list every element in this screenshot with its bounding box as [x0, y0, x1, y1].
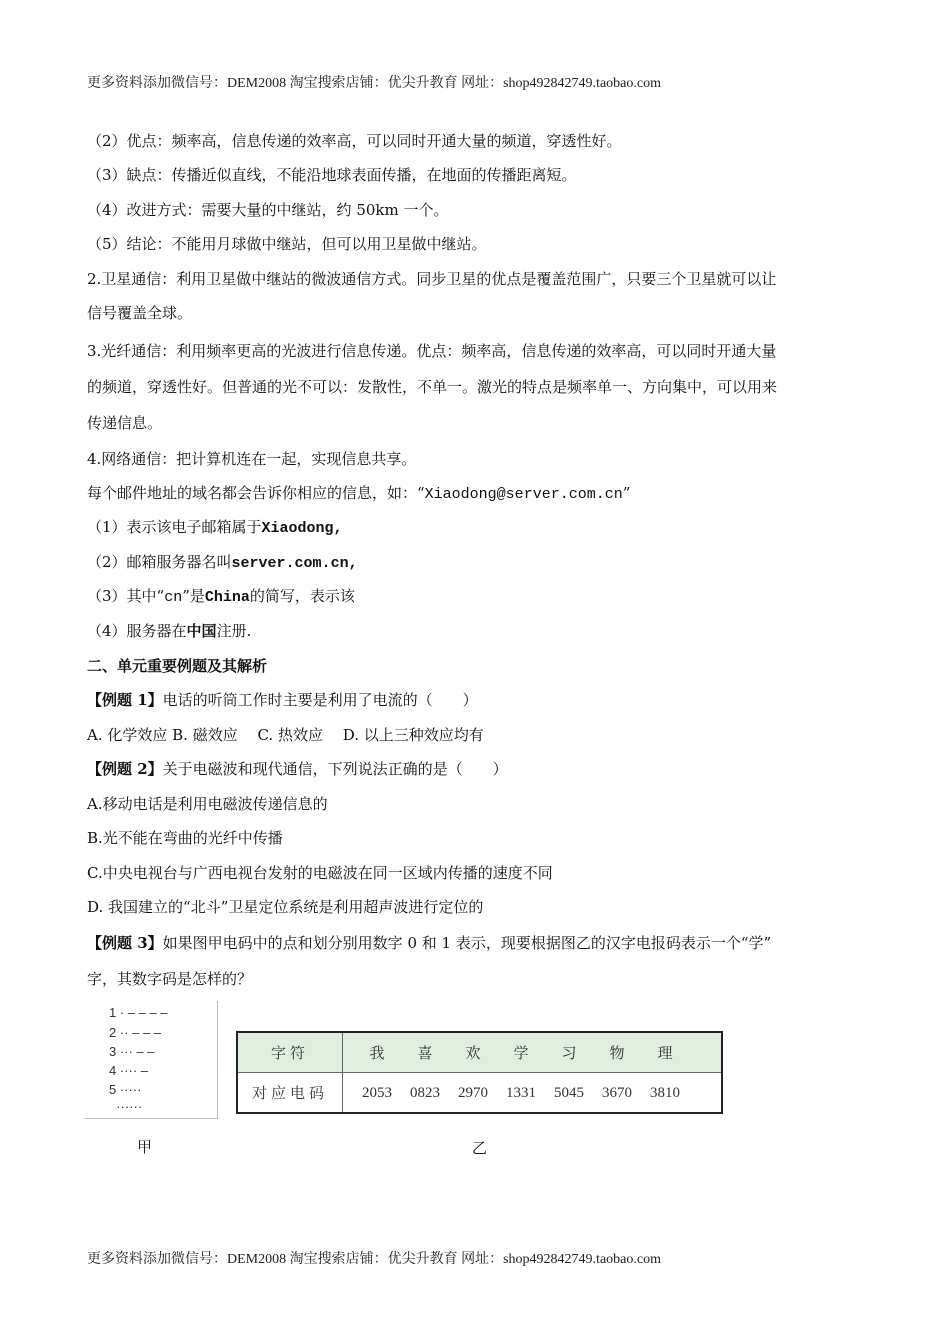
email-point-1 [87, 516, 343, 537]
paragraph-fiber-1: 3.光纤通信：利用频率更高的光波进行信息传递。优点：频率高，信息传递的效率高，可以同时开通大量 [87, 342, 777, 360]
question-2-text: 关于电磁波和现代通信，下列说法正确的是（ ） [162, 760, 508, 778]
code-cell: 2970 [458, 1084, 488, 1101]
email-intro-text: 每个邮件地址的域名都会告诉你相应的信息，如：“ [87, 484, 425, 502]
morse-row-5: 5 ····· [109, 1082, 142, 1097]
morse-row-2: 2 ·· – – – [109, 1025, 162, 1040]
morse-code-figure [85, 1001, 218, 1119]
email-point-2-text: （2）邮箱服务器名叫 [87, 553, 232, 571]
question-2-option-b: B.光不能在弯曲的光纤中传播 [87, 829, 283, 847]
code-cell: 0823 [410, 1084, 440, 1101]
char-cell: 欢 [465, 1046, 481, 1062]
char-cell: 喜 [417, 1046, 433, 1062]
table-header-label: 字符 [237, 1032, 343, 1073]
paragraph-improvement: （4）改进方式：需要大量的中继站，约 50km 一个。 [87, 201, 449, 219]
question-1-options: A. 化学效应 B. 磁效应 C. 热效应 D. 以上三种效应均有 [87, 726, 484, 744]
code-cell: 3670 [602, 1084, 632, 1101]
question-2-tag: 【例题 2】 [87, 760, 163, 778]
code-cell: 1331 [506, 1084, 536, 1101]
email-point-2 [87, 551, 358, 572]
question-1-tag: 【例题 1】 [87, 691, 163, 709]
morse-row-3: 3 ··· – – [109, 1044, 155, 1059]
paragraph-network: 4.网络通信：把计算机连在一起，实现信息共享。 [87, 450, 417, 468]
email-point-3 [87, 585, 355, 606]
email-server: server.com.cn, [231, 555, 358, 572]
email-country: 中国 [186, 622, 217, 640]
question-1-text: 电话的听筒工作时主要是利用了电流的（ ） [162, 691, 478, 709]
email-intro-close: ” [622, 484, 631, 502]
caption-yi: 乙 [472, 1139, 488, 1157]
email-cn: cn [164, 589, 183, 606]
table-header-row [237, 1032, 722, 1073]
telegraph-code-table [236, 1031, 723, 1114]
paragraph-advantages: （2）优点：频率高，信息传递的效率高，可以同时开通大量的频道，穿透性好。 [87, 132, 622, 150]
code-cell: 5045 [554, 1084, 584, 1101]
email-point-3-text-a: （3）其中“ [87, 587, 165, 605]
page-footer: 更多资料添加微信号：DEM2008 淘宝搜索店铺：优尖升教育 网址：shop492842749.taobao.com [87, 1252, 661, 1267]
question-1 [87, 689, 478, 710]
paragraph-conclusion: （5）结论：不能用月球做中继站，但可以用卫星做中继站。 [87, 235, 487, 253]
question-3 [87, 932, 771, 953]
code-cell: 2053 [362, 1084, 392, 1101]
question-2-option-d: D. 我国建立的“北斗”卫星定位系统是利用超声波进行定位的 [87, 898, 484, 916]
morse-row-4: 4 ···· – [109, 1063, 148, 1078]
paragraph-email-intro [87, 482, 630, 503]
paragraph-satellite-2: 信号覆盖全球。 [87, 304, 193, 322]
email-point-1-text: （1）表示该电子邮箱属于 [87, 518, 262, 536]
morse-row-1: 1 · – – – – [109, 1005, 168, 1020]
email-point-3-text-c: 的简写，表示该 [249, 587, 355, 605]
email-user: Xiaodong, [261, 520, 343, 537]
caption-jia: 甲 [137, 1138, 153, 1156]
table-char-cells [343, 1032, 723, 1073]
section-title: 二、单元重要例题及其解析 [87, 657, 268, 675]
question-2-option-a: A.移动电话是利用电磁波传递信息的 [87, 795, 328, 813]
question-3-text: 如果图甲电码中的点和划分别用数字 0 和 1 表示，现要根据图乙的汉字电报码表示一个“学” [162, 934, 772, 952]
email-point-4-text-a: （4）服务器在 [87, 622, 187, 640]
paragraph-satellite-1: 2.卫星通信：利用卫星做中继站的微波通信方式。同步卫星的优点是覆盖范围广，只要三个卫星就可以让 [87, 270, 777, 288]
paragraph-disadvantages: （3）缺点：传播近似直线，不能沿地球表面传播，在地面的传播距离短。 [87, 166, 577, 184]
char-cell: 物 [609, 1046, 625, 1062]
email-point-3-text-b: ”是 [182, 587, 205, 605]
char-cell: 理 [657, 1046, 673, 1062]
char-cell: 我 [369, 1046, 385, 1062]
email-china: China [204, 589, 250, 606]
email-point-4-text-b: 注册. [216, 622, 252, 640]
question-2 [87, 758, 508, 779]
question-3-tag: 【例题 3】 [87, 934, 163, 952]
email-example: Xiaodong@server.com.cn [424, 486, 623, 503]
code-cell: 3810 [650, 1084, 680, 1101]
question-2-option-c: C.中央电视台与广西电视台发射的电磁波在同一区域内传播的速度不同 [87, 864, 553, 882]
page-header: 更多资料添加微信号：DEM2008 淘宝搜索店铺：优尖升教育 网址：shop492842749.taobao.com [87, 76, 661, 91]
paragraph-fiber-2: 的频道，穿透性好。但普通的光不可以：发散性，不单一。激光的特点是频率单一、方向集中，可以用来 [87, 378, 778, 396]
table-code-row [237, 1073, 722, 1114]
paragraph-fiber-3: 传递信息。 [87, 414, 163, 432]
table-code-cells [343, 1073, 723, 1114]
morse-row-6: ······ [109, 1099, 143, 1114]
email-point-4 [87, 620, 251, 641]
question-3-text-2: 字，其数字码是怎样的？ [87, 970, 253, 988]
char-cell: 学 [513, 1046, 529, 1062]
table-code-label: 对应电码 [237, 1073, 343, 1114]
char-cell: 习 [561, 1046, 577, 1062]
